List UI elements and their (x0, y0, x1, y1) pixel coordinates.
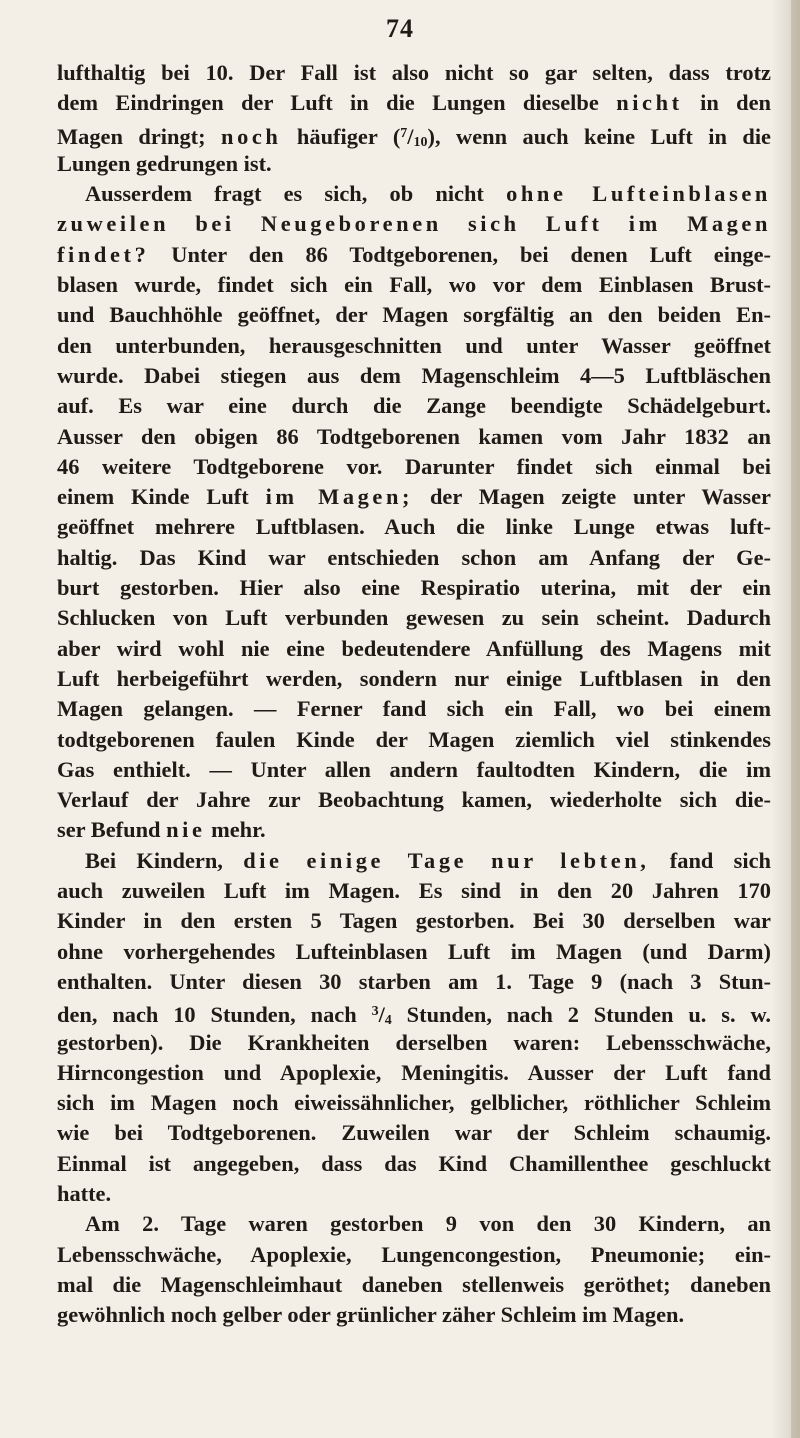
text-line: Hirncongestion und Apoplexie, Meningitis. Ausser der Luft fand (57, 1059, 771, 1085)
text-line: gestorben). Die Krankheiten derselben waren: Lebensschwäche, (57, 1029, 771, 1055)
text-line: ohne vorhergehendes Lufteinblasen Luft im Magen (und Darm) (57, 938, 771, 964)
text-line: wurde. Dabei stiegen aus dem Magenschleim 4—5 Luftbläschen (57, 362, 771, 388)
text-line: hatte. (57, 1180, 112, 1206)
text-line: Verlauf der Jahre zur Beobachtung kamen, wiederholte sich die- (57, 787, 771, 813)
text-line: den, nach 10 Stunden, nach $^3$/4 Stunden, nach 2 Stunden u. s. w. (57, 1002, 771, 1029)
text-line: und Bauchhöhle geöffnet, der Magen sorgfältig an den beiden En- (57, 302, 771, 328)
text-line: mal die Magenschleimhaut daneben stellenweis geröthet; daneben (57, 1271, 771, 1297)
text-line: zuweilen bei Neugeborenen sich Luft im Magen (57, 211, 771, 237)
text-line: geöffnet mehrere Luftblasen. Auch die linke Lunge etwas luft- (57, 514, 771, 540)
text-line: ser Befund nie mehr. (57, 817, 266, 843)
text-line: 46 weitere Todtgeborene vor. Darunter findet sich einmal bei (57, 453, 771, 479)
text-line: Ausserdem fragt es sich, ob nicht ohne Lufteinblasen (85, 181, 771, 207)
text-line: Magen dringt; noch häufiger ($^7$/10), wenn auch keine Luft in die (57, 123, 771, 150)
text-line: Gas enthielt. — Unter allen andern faultodten Kindern, die im (57, 756, 771, 782)
text-line: Am 2. Tage waren gestorben 9 von den 30 Kindern, an (85, 1211, 771, 1237)
text-line: den unterbunden, herausgeschnitten und unter Wasser geöffnet (57, 332, 771, 358)
text-line: Schlucken von Luft verbunden gewesen zu sein scheint. Dadurch (57, 605, 771, 631)
text-line: dem Eindringen der Luft in die Lungen dieselbe nicht in den (57, 90, 772, 116)
text-line: Lebensschwäche, Apoplexie, Lungencongestion, Pneumonie; ein- (57, 1241, 771, 1267)
text-line: burt gestorben. Hier also eine Respiratio uterina, mit der ein (57, 575, 771, 601)
text-line: Einmal ist angegeben, dass das Kind Chamillenthee geschluckt (57, 1150, 771, 1176)
text-line: todtgeborenen faulen Kinde der Magen ziemlich viel stinkendes (57, 726, 771, 752)
text-line: Luft herbeigeführt werden, sondern nur einige Luftblasen in den (57, 665, 771, 691)
text-line: aber wird wohl nie eine bedeutendere Anfüllung des Magens mit (57, 635, 771, 661)
text-line: blasen wurde, findet sich ein Fall, wo vor dem Einblasen Brust- (57, 272, 771, 298)
text-line: wie bei Todtgeborenen. Zuweilen war der Schleim schaumig. (57, 1120, 771, 1146)
text-line: gewöhnlich noch gelber oder grünlicher zäher Schleim im Magen. (57, 1302, 685, 1328)
text-line: findet? Unter den 86 Todtgeborenen, bei denen Luft einge- (57, 241, 771, 267)
text-line: Kinder in den ersten 5 Tagen gestorben. Bei 30 derselben war (57, 908, 771, 934)
text-line: haltig. Das Kind war entschieden schon am Anfang der Ge- (57, 544, 771, 570)
text-line: Lungen gedrungen ist. (57, 150, 272, 176)
page-number: 74 (386, 14, 414, 43)
text-line: einem Kinde Luft im Magen; der Magen zeigte unter Wasser (57, 484, 771, 510)
page-edge-shadow (791, 0, 800, 1438)
text-line: Ausser den obigen 86 Todtgeborenen kamen vom Jahr 1832 an (57, 423, 771, 449)
text-line: sich im Magen noch eiweissähnlicher, gelblicher, röthlicher Schleim (57, 1090, 771, 1116)
body-text (57, 58, 771, 1330)
text-line: Bei Kindern, die einige Tage nur lebten, fand sich (85, 847, 771, 873)
text-line: Magen gelangen. — Ferner fand sich ein Fall, wo bei einem (57, 696, 771, 722)
text-line: lufthaltig bei 10. Der Fall ist also nicht so gar selten, dass trotz (57, 60, 771, 85)
text-line: auch zuweilen Luft im Magen. Es sind in den 20 Jahren 170 (57, 878, 771, 904)
text-line: enthalten. Unter diesen 30 starben am 1. Tage 9 (nach 3 Stun- (57, 968, 771, 994)
text-line: auf. Es war eine durch die Zange beendigte Schädelgeburt. (57, 393, 771, 419)
